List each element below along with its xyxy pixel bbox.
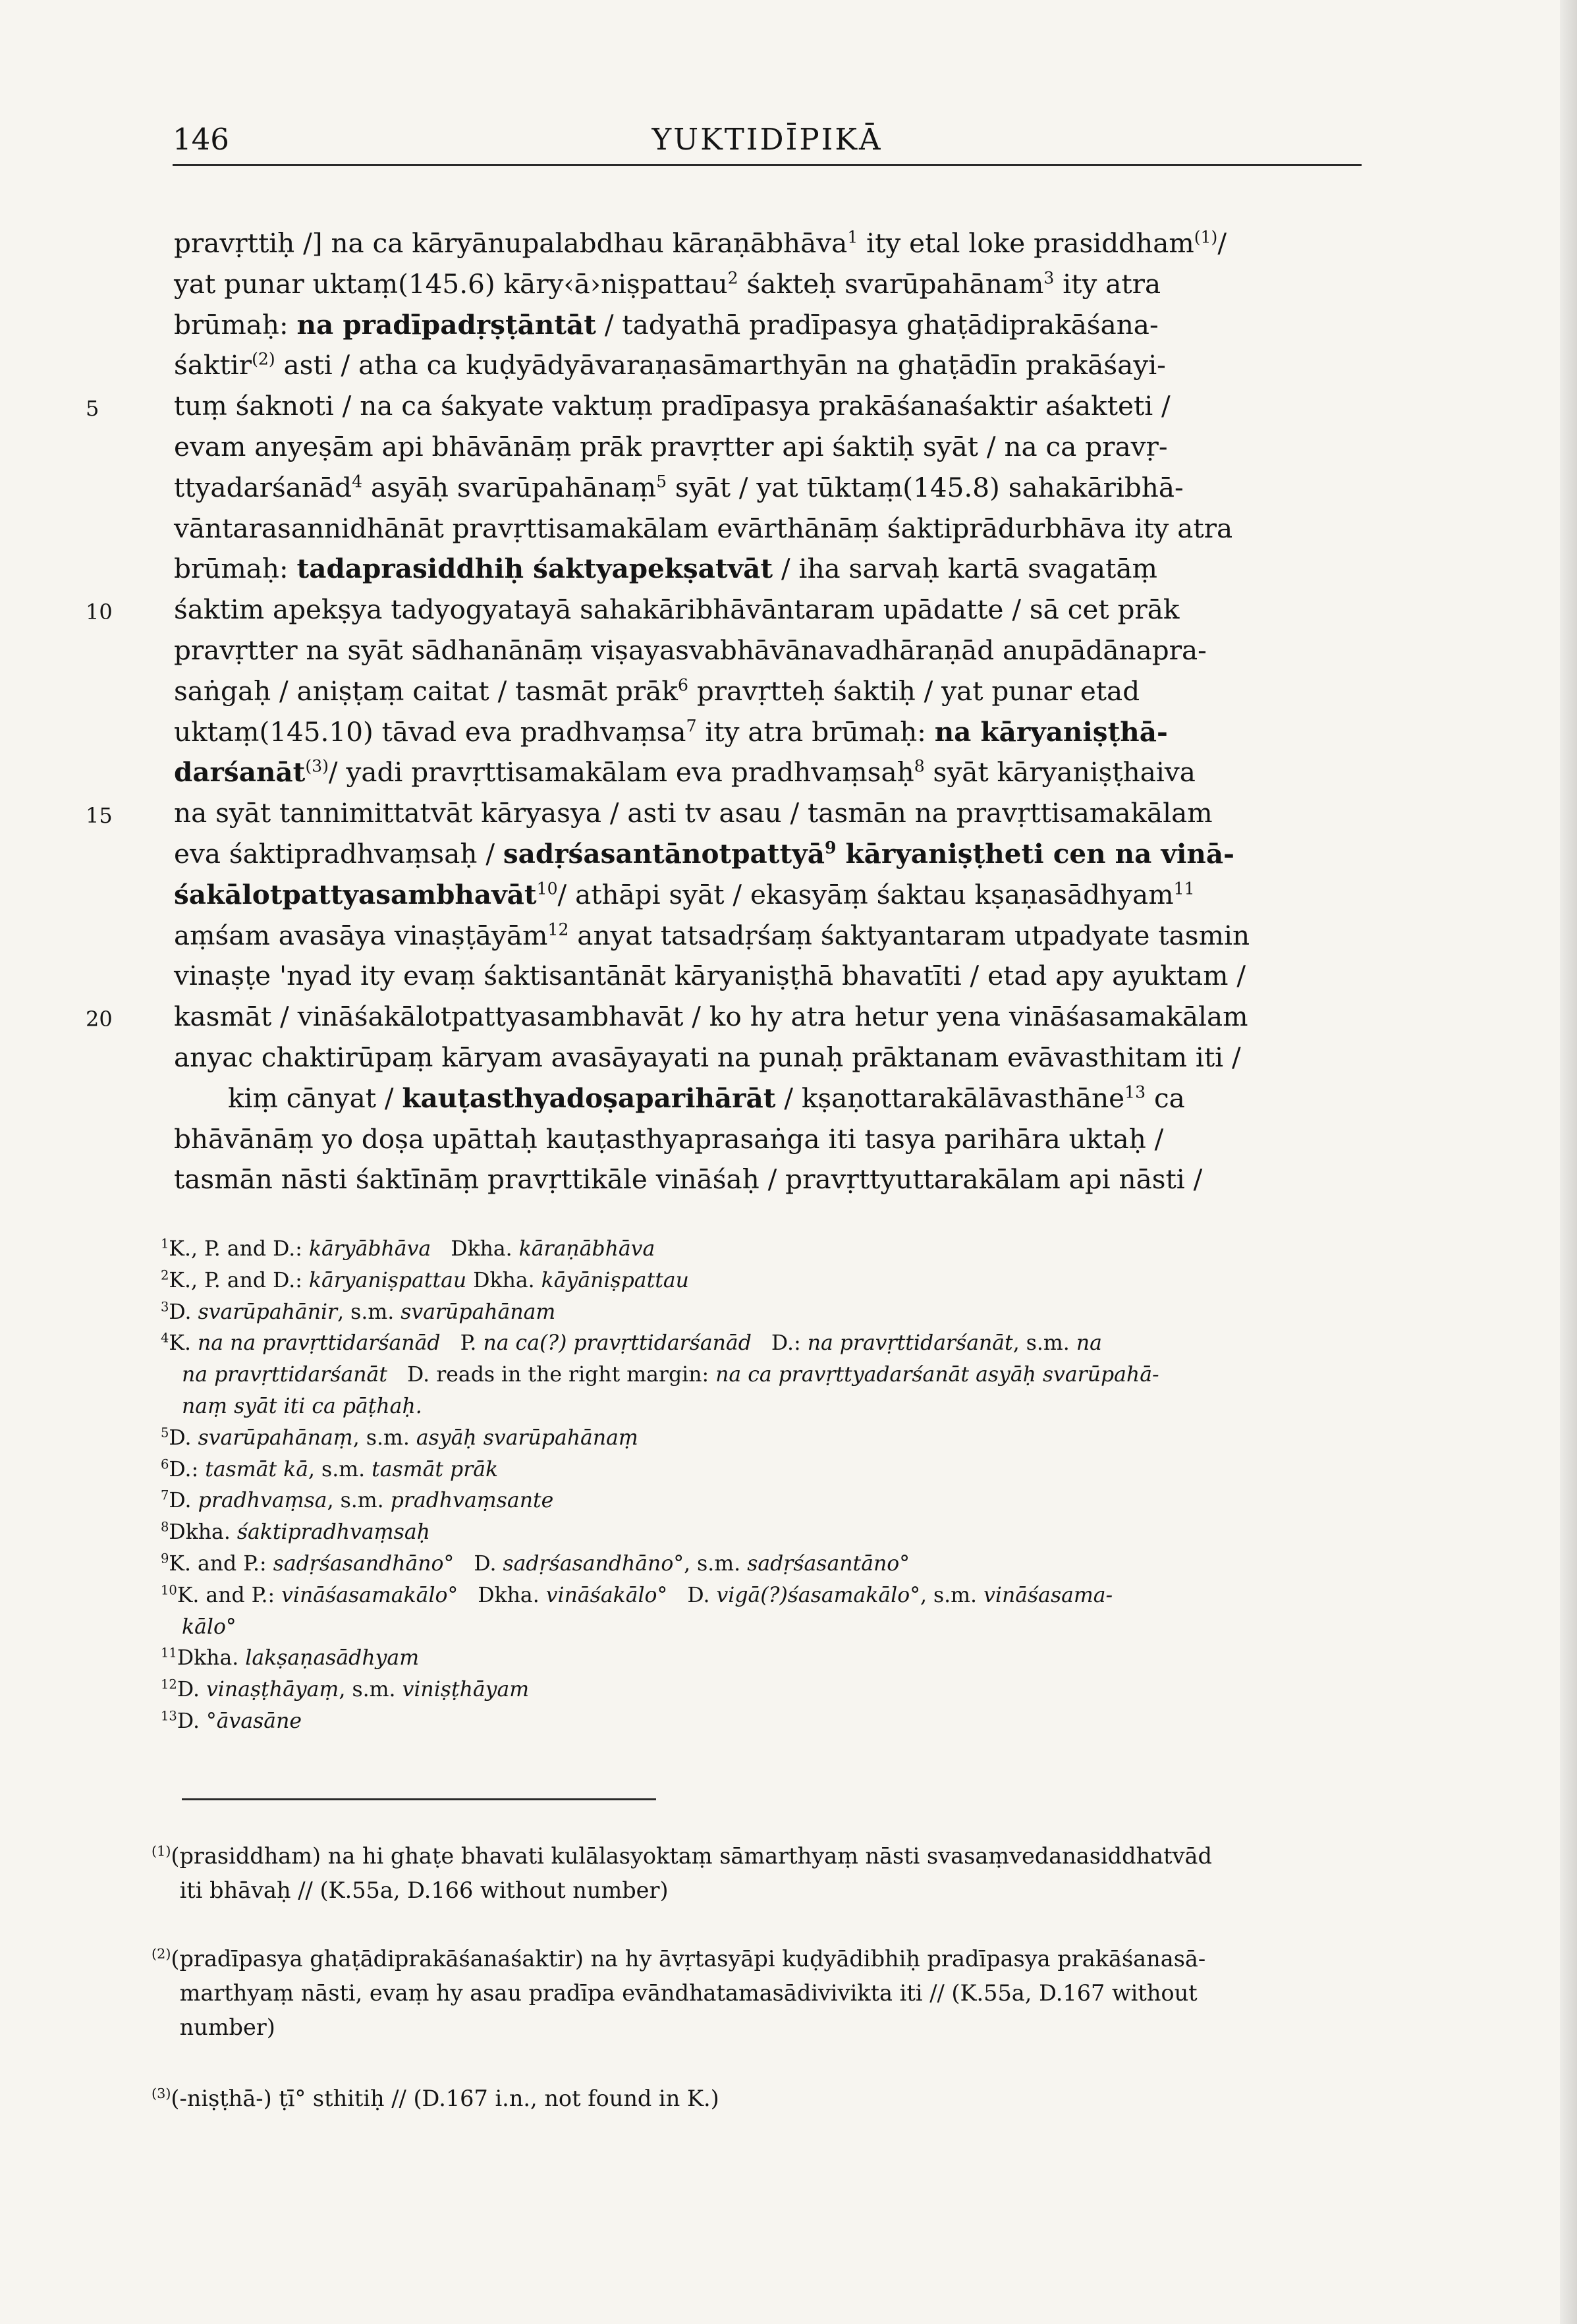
line-text: kiṃ cānyat / kauṭasthyadoṣaparihārāt / kṣaṇottarakālāvasthāne$^{13}$ ca xyxy=(228,1082,1185,1114)
text-line xyxy=(0,304,1577,345)
footnote-line: $^2$K., P. and D.: kāryaniṣpattau Dkha. kāyāniṣpattau xyxy=(161,1267,689,1292)
line-text: pravṛtter na syāt sādhanānāṃ viṣayasvabhāvānavadhāraṇād anupādānapra- xyxy=(174,634,1207,666)
footnote-line: $^8$Dkha. śaktipradhvaṃsaḥ xyxy=(161,1519,430,1545)
line-number: 5 xyxy=(86,396,99,422)
text-line xyxy=(0,223,1577,263)
footnote-line: $^{13}$D. °āvasāne xyxy=(161,1708,302,1733)
footnote-line: kālo° xyxy=(182,1615,236,1639)
text-line xyxy=(0,1159,1577,1200)
endnote: $^{(1)}$(prasiddham) na hi ghaṭe bhavati kulālasyoktaṃ sāmarthyaṃ nāsti svasaṃvedanasiddhatvād iti bhāvaḥ // (K.55a, D.166 without number) xyxy=(152,1842,1212,1903)
footnote-line: $^3$D. svarūpahānir, s.m. svarūpahānam xyxy=(161,1299,556,1324)
running-title: YUKTIDĪPIKĀ xyxy=(651,122,883,157)
text-line xyxy=(0,385,1577,426)
page-number: 146 xyxy=(173,122,229,157)
text-line xyxy=(0,874,1577,915)
text-line xyxy=(0,263,1577,304)
text-line xyxy=(0,548,1577,589)
footnote-line: na pravṛttidarśanāt D. reads in the right margin: na ca pravṛttyadarśanāt asyāḥ svarūpahā- xyxy=(182,1363,1159,1387)
footnote-line: $^4$K. na na pravṛttidarśanād P. na ca(?) pravṛttidarśanād D.: na pravṛttidarśanāt, s.m. na xyxy=(161,1330,1102,1356)
endnote: $^{(2)}$(pradīpasya ghaṭādiprakāśanaśaktir) na hy āvṛtasyāpi kuḍyādibhiḥ pradīpasya prakāśanasā- marthyaṃ nāsti, evaṃ hy asau pradīpa evāndhatamasādivivikta iti // (K.55a, D.167 without number) xyxy=(152,1945,1206,2040)
text-line xyxy=(0,508,1577,549)
line-number: 15 xyxy=(86,803,113,829)
line-text: brūmaḥ: tadaprasiddhiḥ śaktyapekṣatvāt / iha sarvaḥ kartā svagatāṃ xyxy=(174,553,1157,585)
text-line xyxy=(0,752,1577,792)
text-line xyxy=(0,589,1577,630)
footnote-line: $^5$D. svarūpahānaṃ, s.m. asyāḥ svarūpahānaṃ xyxy=(161,1425,638,1450)
line-text: brūmaḥ: na pradīpadṛṣṭāntāt / tadyathā pradīpasya ghaṭādiprakāśana- xyxy=(174,308,1159,341)
text-line xyxy=(0,915,1577,956)
text-line xyxy=(0,792,1577,833)
footnote-line: $^{11}$Dkha. lakṣaṇasādhyam xyxy=(161,1645,420,1671)
line-text: saṅgaḥ / aniṣṭaṃ caitat / tasmāt prāk$^6$ pravṛtteḥ śaktiḥ / yat punar etad xyxy=(174,675,1140,707)
footnote-line: $^{10}$K. and P.: vināśasamakālo° Dkha. vināśakālo° D. vigā(?)śasamakālo°, s.m. vināśasama- xyxy=(161,1582,1113,1607)
line-text: bhāvānāṃ yo doṣa upāttaḥ kauṭasthyaprasaṅga iti tasya parihāra uktaḥ / xyxy=(174,1122,1164,1155)
line-text: darśanāt$^{(3)}$/ yadi pravṛttisamakālam eva pradhvaṃsaḥ$^8$ syāt kāryaniṣṭhaiva xyxy=(174,756,1196,788)
line-text: tasmān nāsti śaktīnāṃ pravṛttikāle vināśaḥ / pravṛttyuttarakālam api nāsti / xyxy=(174,1163,1203,1196)
line-text: ttyadarśanād$^4$ asyāḥ svarūpahānaṃ$^5$ syāt / yat tūktaṃ(145.8) sahakāribhā- xyxy=(174,471,1184,503)
text-line xyxy=(0,630,1577,671)
footnote-line: naṃ syāt iti ca pāṭhaḥ. xyxy=(182,1395,422,1418)
line-number: 20 xyxy=(86,1007,113,1032)
footnote-line: $^{12}$D. vinaṣṭhāyaṃ, s.m. viniṣṭhāyam xyxy=(161,1676,530,1702)
line-text: pravṛttiḥ /] na ca kāryānupalabdhau kāraṇābhāva$^1$ ity etal loke prasiddham$^{(1)}$/ xyxy=(174,227,1227,259)
line-text: vinaṣṭe 'nyad ity evaṃ śaktisantānāt kāryaniṣṭhā bhavatīti / etad apy ayuktam / xyxy=(174,960,1246,992)
text-line xyxy=(0,467,1577,508)
line-text: śakālotpattyasambhavāt$^{10}$/ athāpi syāt / ekasyāṃ śaktau kṣaṇasādhyam$^{11}$ xyxy=(174,878,1195,910)
text-line xyxy=(0,955,1577,996)
line-text: yat punar uktaṃ(145.6) kāry‹ā›niṣpattau$^2$ śakteḥ svarūpahānam$^3$ ity atra xyxy=(174,267,1161,300)
text-line xyxy=(0,833,1577,874)
line-text: evam anyeṣām api bhāvānāṃ prāk pravṛtter api śaktiḥ syāt / na ca pravṛ- xyxy=(174,431,1168,462)
text-line xyxy=(0,1037,1577,1078)
line-text: vāntarasannidhānāt pravṛttisamakālam evārthānāṃ śaktiprādurbhāva ity atra xyxy=(174,512,1233,544)
text-line xyxy=(0,1078,1577,1119)
footnote-line: $^6$D.: tasmāt kā, s.m. tasmāt prāk xyxy=(161,1456,499,1481)
footnote-line: $^9$K. and P.: sadṛśasandhāno° D. sadṛśasandhāno°, s.m. sadṛśasantāno° xyxy=(161,1551,910,1576)
running-header xyxy=(173,122,1362,166)
text-line xyxy=(0,345,1577,385)
line-text: tuṃ śaknoti / na ca śakyate vaktuṃ pradīpasya prakāśanaśaktir aśakteti / xyxy=(174,390,1171,422)
line-text: kasmāt / vināśakālotpattyasambhavāt / ko hy atra hetur yena vināśasamakālam xyxy=(174,1001,1248,1033)
line-text: na syāt tannimittatvāt kāryasya / asti tv asau / tasmān na pravṛttisamakālam xyxy=(174,797,1213,829)
notes-divider xyxy=(182,1798,656,1800)
line-text: uktaṃ(145.10) tāvad eva pradhvaṃsa$^7$ ity atra brūmaḥ: na kāryaniṣṭhā- xyxy=(174,715,1168,748)
footnote-line: $^7$D. pradhvaṃsa, s.m. pradhvaṃsante xyxy=(161,1487,554,1513)
text-line xyxy=(0,711,1577,752)
endnote: $^{(3)}$(-niṣṭhā-) ṭī° sthitiḥ // (D.167 i.n., not found in K.) xyxy=(152,2085,719,2111)
line-text: śaktim apekṣya tadyogyatayā sahakāribhāvāntaram upādatte / sā cet prāk xyxy=(174,594,1180,626)
text-line xyxy=(0,426,1577,467)
line-text: śaktir$^{(2)}$ asti / atha ca kuḍyādyāvaraṇasāmarthyān na ghaṭādīn prakāśayi- xyxy=(174,349,1166,381)
text-line xyxy=(0,671,1577,711)
line-number: 10 xyxy=(86,599,113,625)
text-line xyxy=(0,996,1577,1037)
footnote-line: $^1$K., P. and D.: kāryābhāva Dkha. kāraṇābhāva xyxy=(161,1236,655,1261)
line-text: aṃśam avasāya vinaṣṭāyām$^{12}$ anyat tatsadṛśaṃ śaktyantaram utpadyate tasmin xyxy=(174,919,1250,951)
line-text: eva śaktipradhvaṃsaḥ / sadṛśasantānotpattyā$^9$ kāryaniṣṭheti cen na vinā- xyxy=(174,837,1234,870)
line-text: anyac chaktirūpaṃ kāryam avasāyayati na punaḥ prāktanam evāvasthitam iti / xyxy=(174,1041,1241,1073)
text-line xyxy=(0,1119,1577,1159)
